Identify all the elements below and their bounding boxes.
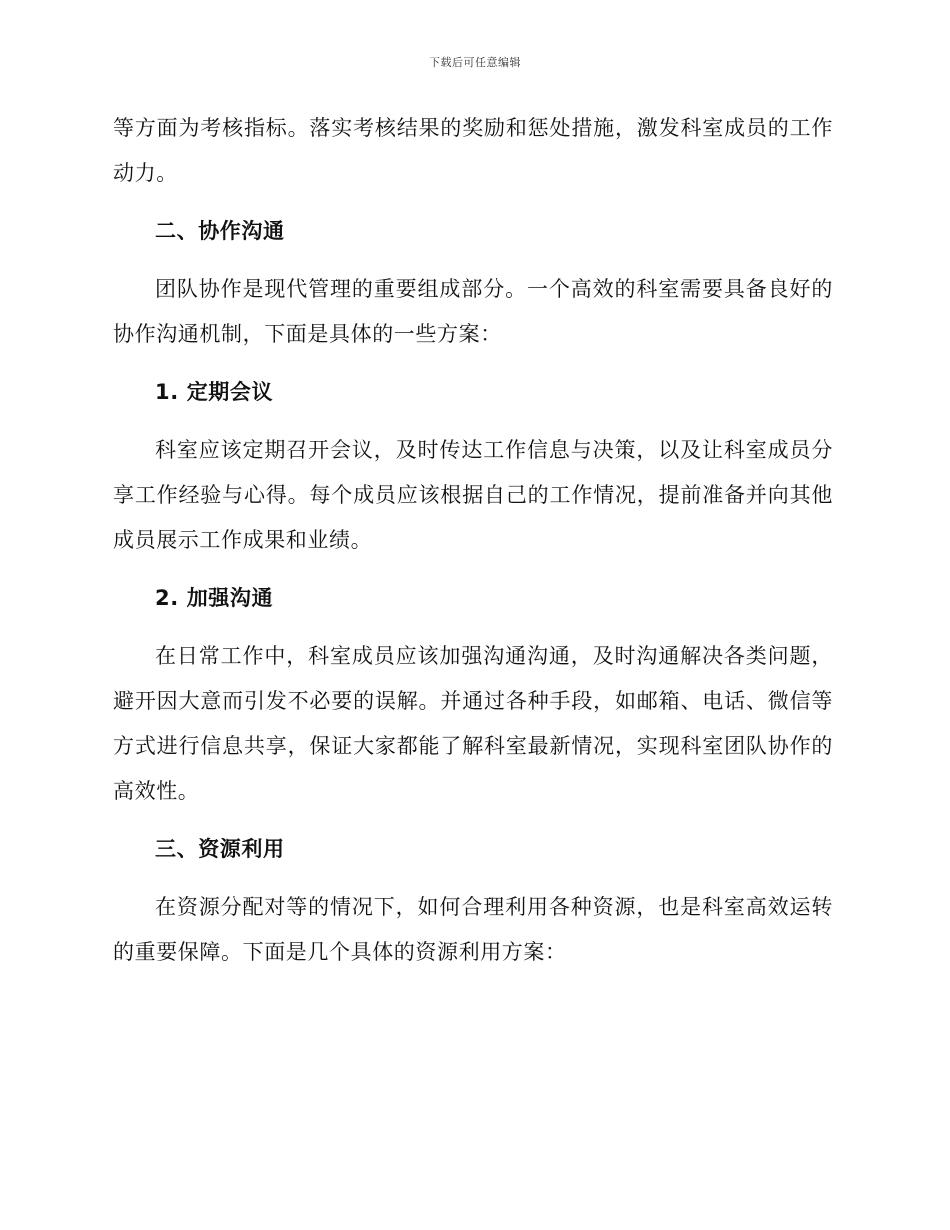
subheading-regular-meetings: 1. 定期会议 [155,380,274,404]
paragraph-collaboration-intro: 团队协作是现代管理的重要组成部分。一个高效的科室需要具备良好的协作沟通机制，下面是具体的一些方案： [113,277,833,346]
page-header: 下载后可任意编辑 [429,56,521,69]
section-heading-collaboration: 二、协作沟通 [155,219,285,243]
paragraph-regular-meetings: 科室应该定期召开会议，及时传达工作信息与决策，以及让科室成员分享工作经验与心得。每个成员应该根据自己的工作情况，提前准备并向其他成员展示工作成果和业绩。 [113,438,833,552]
paragraph-strengthen-communication: 在日常工作中，科室成员应该加强沟通沟通，及时沟通解决各类问题，避开因大意而引发不必要的误解。并通过各种手段，如邮箱、电话、微信等方式进行信息共享，保证大家都能了解科室最新情况，实现科室团队协作的高效性。 [113,644,833,803]
spacer [113,254,833,267]
spacer [113,563,833,576]
subheading-strengthen-communication: 2. 加强沟通 [155,586,274,610]
spacer [113,814,833,827]
spacer [113,196,833,209]
spacer [113,872,833,885]
spacer [113,357,833,370]
document-body [113,106,833,975]
paragraph-resource-use-intro: 在资源分配对等的情况下，如何合理利用各种资源，也是科室高效运转的重要保障。下面是几个具体的资源利用方案： [113,895,833,964]
spacer [113,415,833,428]
spacer [113,621,833,634]
paragraph-continued: 等方面为考核指标。落实考核结果的奖励和惩处措施，激发科室成员的工作动力。 [113,116,833,185]
section-heading-resource-use: 三、资源利用 [155,837,285,861]
